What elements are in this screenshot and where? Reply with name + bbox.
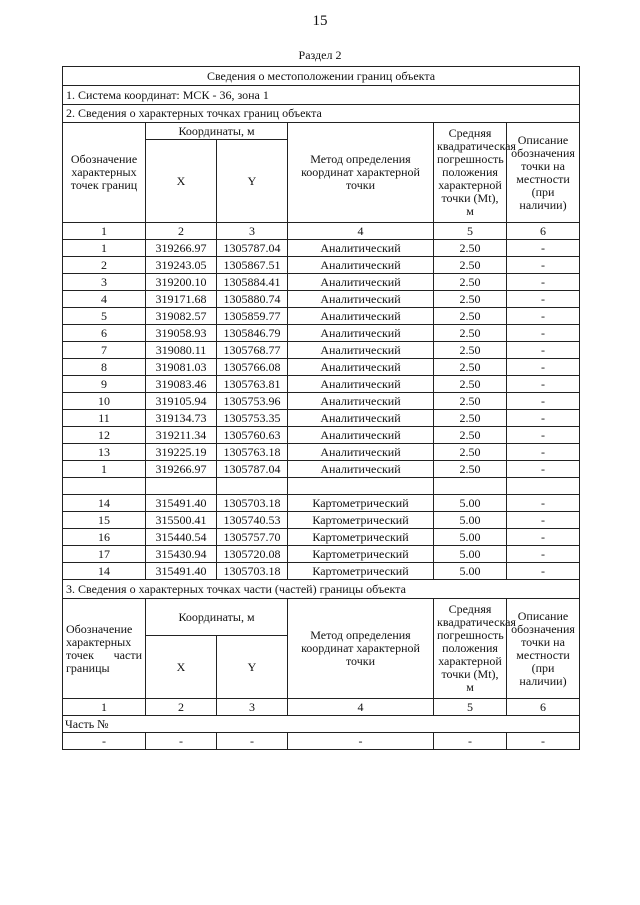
cell: - <box>507 376 580 393</box>
cell: 9 <box>63 376 146 393</box>
cell: 2.50 <box>434 308 507 325</box>
table-title: Сведения о местоположении границ объекта <box>63 67 580 86</box>
table-row <box>63 444 580 461</box>
cell: 315491.40 <box>146 495 217 512</box>
col-num: 4 <box>288 699 434 716</box>
part3-title: 3. Сведения о характерных точках части (частей) границы объекта <box>63 580 580 599</box>
cell: 1305880.74 <box>217 291 288 308</box>
header-x: X <box>146 140 217 223</box>
cell: 319266.97 <box>146 461 217 478</box>
cell: 7 <box>63 342 146 359</box>
col-num: 2 <box>146 699 217 716</box>
table-row <box>63 546 580 563</box>
cell: - <box>507 342 580 359</box>
table-row <box>63 427 580 444</box>
cell: 319080.11 <box>146 342 217 359</box>
column-numbers-row <box>63 223 580 240</box>
header-coords: Координаты, м <box>146 123 288 140</box>
cell: 16 <box>63 529 146 546</box>
header-y: Y <box>217 140 288 223</box>
cell: 1305859.77 <box>217 308 288 325</box>
cell: 2.50 <box>434 240 507 257</box>
col-num: 5 <box>434 223 507 240</box>
cell: 315500.41 <box>146 512 217 529</box>
cell: - <box>507 495 580 512</box>
cell: 319200.10 <box>146 274 217 291</box>
header-desc: Описание обозначения точки на местности (при наличии) <box>507 599 580 699</box>
cell: 2 <box>63 257 146 274</box>
cell <box>63 478 146 495</box>
cell: 1305867.51 <box>217 257 288 274</box>
cell: 1305768.77 <box>217 342 288 359</box>
cell: Аналитический <box>288 257 434 274</box>
col-num: 2 <box>146 223 217 240</box>
col-num: 4 <box>288 223 434 240</box>
cell <box>217 478 288 495</box>
cell: 6 <box>63 325 146 342</box>
header-method: Метод определения координат характерной точки <box>288 123 434 223</box>
boundary-table <box>62 66 580 750</box>
cell: 1305884.41 <box>217 274 288 291</box>
cell: 1305757.70 <box>217 529 288 546</box>
cell: 1305703.18 <box>217 563 288 580</box>
table-row <box>63 563 580 580</box>
table-row <box>63 410 580 427</box>
column-numbers-row <box>63 699 580 716</box>
col-num: 3 <box>217 699 288 716</box>
cell: 319083.46 <box>146 376 217 393</box>
cell: 315491.40 <box>146 563 217 580</box>
cell: Аналитический <box>288 410 434 427</box>
cell: 319134.73 <box>146 410 217 427</box>
table-row <box>63 393 580 410</box>
cell: 5.00 <box>434 495 507 512</box>
cell: 5.00 <box>434 546 507 563</box>
part2-title: 2. Сведения о характерных точках границ объекта <box>63 105 580 123</box>
cell: 2.50 <box>434 291 507 308</box>
cell: 1305763.81 <box>217 376 288 393</box>
table-row <box>63 274 580 291</box>
cell: 319082.57 <box>146 308 217 325</box>
cell: - <box>507 563 580 580</box>
col-num: 6 <box>507 699 580 716</box>
cell: - <box>217 733 288 750</box>
cell: 3 <box>63 274 146 291</box>
table-row <box>63 240 580 257</box>
cell: 315430.94 <box>146 546 217 563</box>
cell: 1305753.35 <box>217 410 288 427</box>
cell: Аналитический <box>288 240 434 257</box>
cell: - <box>507 257 580 274</box>
part-label: Часть № <box>63 716 580 733</box>
header-y: Y <box>217 636 288 699</box>
cell: 319171.68 <box>146 291 217 308</box>
coord-system: 1. Система координат: МСК - 36, зона 1 <box>63 86 580 105</box>
cell <box>434 478 507 495</box>
header-point: Обозначение характерных точек границ <box>63 123 146 223</box>
cell: 5.00 <box>434 529 507 546</box>
cell: 315440.54 <box>146 529 217 546</box>
table-row <box>63 342 580 359</box>
cell: 8 <box>63 359 146 376</box>
cell: 1305787.04 <box>217 461 288 478</box>
cell: 1 <box>63 461 146 478</box>
cell: 5.00 <box>434 512 507 529</box>
col-num: 1 <box>63 223 146 240</box>
cell: - <box>507 308 580 325</box>
cell: 12 <box>63 427 146 444</box>
table-row <box>63 733 580 750</box>
cell: 5 <box>63 308 146 325</box>
cell: 2.50 <box>434 427 507 444</box>
cell: - <box>507 512 580 529</box>
table-row <box>63 257 580 274</box>
cell: 319211.34 <box>146 427 217 444</box>
cell: 1305760.63 <box>217 427 288 444</box>
cell: - <box>507 444 580 461</box>
cell: Картометрический <box>288 529 434 546</box>
cell: 14 <box>63 495 146 512</box>
cell: 13 <box>63 444 146 461</box>
table-row <box>63 359 580 376</box>
cell: 17 <box>63 546 146 563</box>
table-row <box>63 291 580 308</box>
col-num: 5 <box>434 699 507 716</box>
cell: Аналитический <box>288 393 434 410</box>
cell: 10 <box>63 393 146 410</box>
cell: - <box>507 461 580 478</box>
cell: Аналитический <box>288 427 434 444</box>
cell: 1 <box>63 240 146 257</box>
cell: - <box>507 359 580 376</box>
cell: 1305763.18 <box>217 444 288 461</box>
header-method: Метод определения координат характерной точки <box>288 599 434 699</box>
cell: Картометрический <box>288 512 434 529</box>
cell: - <box>507 546 580 563</box>
cell: - <box>507 325 580 342</box>
cell: 2.50 <box>434 461 507 478</box>
table-row <box>63 529 580 546</box>
cell: 2.50 <box>434 342 507 359</box>
cell: 15 <box>63 512 146 529</box>
cell: 2.50 <box>434 410 507 427</box>
cell: 2.50 <box>434 274 507 291</box>
cell: - <box>507 427 580 444</box>
cell: Аналитический <box>288 342 434 359</box>
cell <box>507 478 580 495</box>
cell: - <box>63 733 146 750</box>
cell: 2.50 <box>434 257 507 274</box>
cell: Картометрический <box>288 563 434 580</box>
cell: 1305846.79 <box>217 325 288 342</box>
header-error: Средняя квадратическая погрешность положения характерной точки (Mt), м <box>434 599 507 699</box>
table-row <box>63 461 580 478</box>
cell: 1305740.53 <box>217 512 288 529</box>
section-title: Раздел 2 <box>298 48 342 62</box>
cell: 319058.93 <box>146 325 217 342</box>
cell: - <box>434 733 507 750</box>
cell: 319081.03 <box>146 359 217 376</box>
cell: 319243.05 <box>146 257 217 274</box>
cell: 1305766.08 <box>217 359 288 376</box>
cell: 2.50 <box>434 393 507 410</box>
cell: - <box>507 733 580 750</box>
cell: Аналитический <box>288 308 434 325</box>
cell: Картометрический <box>288 495 434 512</box>
table-row <box>63 512 580 529</box>
cell: - <box>288 733 434 750</box>
col-num: 1 <box>63 699 146 716</box>
cell: - <box>507 393 580 410</box>
cell: Аналитический <box>288 274 434 291</box>
col-num: 3 <box>217 223 288 240</box>
cell: 2.50 <box>434 325 507 342</box>
header-desc: Описание обозначения точки на местности (при наличии) <box>507 123 580 223</box>
cell: 5.00 <box>434 563 507 580</box>
cell: Аналитический <box>288 444 434 461</box>
cell: 2.50 <box>434 376 507 393</box>
cell: 2.50 <box>434 359 507 376</box>
cell: Аналитический <box>288 325 434 342</box>
cell: - <box>507 274 580 291</box>
cell: - <box>146 733 217 750</box>
cell: 14 <box>63 563 146 580</box>
table-row <box>63 495 580 512</box>
cell: 1305720.08 <box>217 546 288 563</box>
cell: Аналитический <box>288 359 434 376</box>
cell: 1305753.96 <box>217 393 288 410</box>
cell: Аналитический <box>288 376 434 393</box>
header-coords: Координаты, м <box>146 599 288 636</box>
cell: - <box>507 529 580 546</box>
cell: 319225.19 <box>146 444 217 461</box>
cell: 11 <box>63 410 146 427</box>
header-error: Средняя квадратическая погрешность положения характерной точки (Mt), м <box>434 123 507 223</box>
cell: Аналитический <box>288 291 434 308</box>
cell: 1305703.18 <box>217 495 288 512</box>
cell <box>146 478 217 495</box>
table-row <box>63 376 580 393</box>
cell: 4 <box>63 291 146 308</box>
cell: 319105.94 <box>146 393 217 410</box>
header-x: X <box>146 636 217 699</box>
table-row <box>63 308 580 325</box>
table-row <box>63 325 580 342</box>
cell: 2.50 <box>434 444 507 461</box>
col-num: 6 <box>507 223 580 240</box>
cell <box>288 478 434 495</box>
cell: - <box>507 410 580 427</box>
cell: - <box>507 240 580 257</box>
cell: Аналитический <box>288 461 434 478</box>
cell: Картометрический <box>288 546 434 563</box>
cell: 1305787.04 <box>217 240 288 257</box>
table-row <box>63 478 580 495</box>
header-point: Обозначение характерных точек части границы <box>63 599 146 699</box>
cell: - <box>507 291 580 308</box>
page-number: 15 <box>312 13 328 29</box>
cell: 319266.97 <box>146 240 217 257</box>
